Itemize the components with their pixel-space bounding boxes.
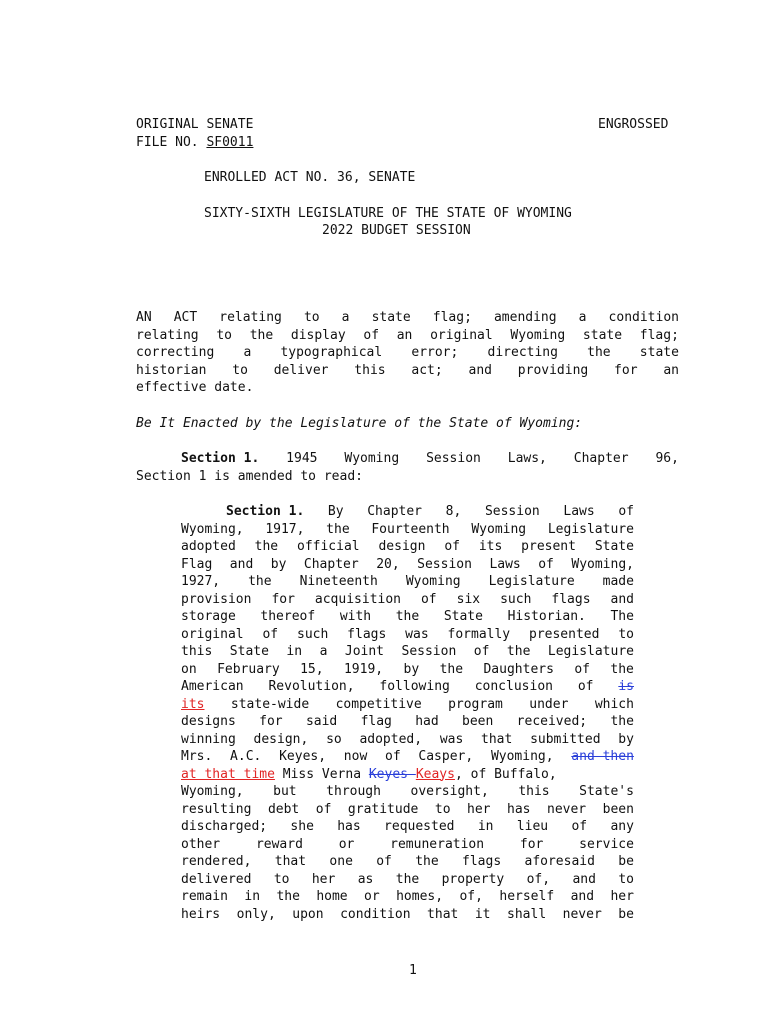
word: any	[610, 819, 634, 834]
amended-section	[181, 503, 634, 923]
word: conclusion	[474, 679, 553, 694]
word: never	[562, 906, 602, 922]
word: Wyoming,	[490, 749, 554, 764]
word: and	[570, 889, 595, 904]
word: remuneration	[390, 836, 485, 852]
word: adopted	[181, 539, 236, 554]
word: A.C.	[230, 749, 262, 764]
word: flags	[462, 854, 502, 869]
word: her	[610, 889, 634, 904]
word: the	[610, 661, 634, 677]
word: flag;	[432, 310, 472, 325]
amended-line	[181, 696, 634, 714]
word: for	[271, 591, 295, 607]
word: storage	[181, 609, 236, 624]
title-line	[136, 309, 679, 327]
amended-line	[181, 538, 634, 556]
word: the	[395, 871, 420, 887]
amended-line	[181, 766, 634, 784]
word: for	[614, 362, 638, 378]
word: Mrs.	[181, 749, 213, 764]
word: amending	[493, 310, 557, 325]
word: through	[326, 784, 381, 799]
word: of	[571, 819, 588, 834]
section-1-heading: Section 1.	[181, 451, 260, 466]
inserted-text-its: its	[181, 696, 205, 712]
word: Wyoming,	[181, 521, 244, 537]
word: that	[427, 906, 459, 922]
word: program	[448, 696, 503, 712]
word: Laws,	[507, 451, 547, 466]
word: herself	[499, 889, 555, 904]
word: State	[443, 609, 483, 624]
word: or	[364, 889, 380, 904]
word: the	[415, 854, 439, 869]
word: said	[305, 714, 338, 729]
deleted-text-is: is	[618, 679, 634, 694]
title-line	[136, 327, 679, 345]
word: to	[273, 871, 290, 887]
word: upon	[292, 906, 324, 922]
session-heading: 2022 BUDGET SESSION	[322, 223, 471, 238]
word: State	[594, 539, 634, 554]
word: competitive	[335, 696, 422, 712]
word: such	[500, 591, 532, 607]
word: 1945	[286, 451, 318, 466]
amended-line	[181, 853, 634, 871]
word: of	[473, 644, 490, 659]
word: deliver	[273, 362, 329, 378]
file-no-line	[136, 134, 253, 152]
deleted-text-and-then: and then	[571, 749, 634, 764]
word: Casper,	[418, 749, 474, 764]
word: providing	[517, 362, 589, 378]
page-number: 1	[409, 963, 417, 978]
word: formally	[447, 626, 511, 642]
word: Joint	[344, 644, 385, 659]
amended-line	[181, 661, 634, 679]
word: of	[363, 327, 380, 343]
word: Wyoming	[405, 574, 461, 589]
word: that	[481, 731, 513, 747]
word: remain	[181, 889, 228, 904]
amended-line	[181, 731, 634, 749]
word: the	[506, 644, 531, 659]
word: State's	[579, 784, 634, 799]
word: oversight,	[410, 784, 489, 799]
word: been	[462, 714, 494, 729]
word: the	[326, 521, 350, 537]
word: by	[270, 556, 287, 572]
word: to	[434, 801, 451, 817]
word: homes,	[396, 889, 444, 904]
word: was	[405, 626, 429, 642]
word: 15,	[300, 661, 324, 677]
legislature-heading: SIXTY-SIXTH LEGISLATURE OF THE STATE OF WYOMING	[204, 206, 572, 221]
word: but	[273, 784, 297, 799]
word: flags	[551, 591, 591, 607]
amended-line	[181, 801, 634, 819]
word: requested	[384, 819, 455, 834]
word: of	[385, 749, 401, 764]
amended-line	[181, 678, 634, 696]
amended-line	[181, 521, 634, 539]
word: State	[229, 644, 269, 659]
word: American	[181, 679, 244, 694]
amended-line	[181, 503, 634, 521]
title-line	[136, 344, 679, 362]
word: and	[572, 871, 596, 887]
title-line-last: effective date.	[136, 380, 254, 395]
amended-line	[181, 608, 634, 626]
word: ACT	[173, 310, 198, 325]
word: home	[316, 889, 348, 904]
word: by	[403, 661, 420, 677]
word: for	[259, 714, 283, 729]
word: provision	[181, 591, 252, 607]
word: Legislature	[547, 644, 634, 659]
word: to	[618, 871, 634, 887]
word: Legislature	[488, 574, 575, 589]
word: Wyoming	[510, 327, 566, 343]
word: she	[290, 819, 314, 834]
word: condition	[608, 310, 679, 325]
amended-line	[181, 836, 634, 854]
word: an	[396, 327, 413, 343]
word: as	[357, 871, 374, 887]
word: an	[663, 362, 679, 378]
word: and	[468, 362, 492, 378]
word: Legislature	[547, 521, 634, 537]
word: rendered,	[181, 854, 252, 869]
word: that	[274, 854, 307, 869]
word: this	[518, 784, 550, 799]
word: by	[618, 731, 634, 747]
amended-line	[181, 871, 634, 889]
word: error;	[411, 345, 459, 360]
word: Wyoming,	[181, 784, 244, 799]
word: in	[286, 644, 303, 659]
word: Keyes,	[279, 749, 327, 764]
word: flags	[347, 626, 387, 642]
word: six	[456, 591, 481, 607]
word: a	[319, 644, 328, 659]
word: state	[639, 345, 679, 360]
word: the	[276, 889, 300, 904]
amended-line	[181, 626, 634, 644]
word: and	[610, 591, 634, 607]
word: Nineteenth	[299, 574, 378, 589]
word: the	[249, 327, 274, 343]
word: state	[371, 310, 411, 325]
amended-line	[181, 783, 634, 801]
word: other	[181, 836, 221, 852]
amended-line	[181, 748, 634, 766]
amended-line	[181, 556, 634, 574]
word: February	[217, 661, 280, 677]
word: of	[420, 591, 437, 607]
word: property	[441, 871, 505, 887]
word: 20,	[376, 556, 400, 572]
word: Chapter	[367, 504, 423, 519]
word: 8,	[445, 504, 462, 519]
word: of,	[526, 871, 551, 887]
word: typographical	[280, 345, 383, 360]
word: Wyoming	[344, 451, 400, 466]
word: such	[297, 626, 329, 642]
word: a	[578, 310, 587, 325]
word: 1927,	[181, 574, 221, 589]
word: display	[290, 327, 346, 343]
word: correcting	[136, 345, 215, 360]
word: original	[181, 626, 244, 642]
word: of	[262, 626, 279, 642]
word: been	[602, 801, 634, 817]
word: winning	[181, 731, 236, 747]
word: with	[339, 609, 372, 624]
word: lieu	[516, 819, 549, 834]
word: the	[395, 609, 420, 624]
word: to	[303, 310, 320, 325]
word: was	[439, 731, 464, 747]
word: Daughters	[483, 661, 554, 677]
word: state-wide	[230, 696, 310, 712]
word: one	[329, 854, 353, 869]
word: of	[444, 539, 460, 554]
word: flag;	[639, 327, 679, 343]
word: be	[618, 906, 634, 922]
word: resulting	[181, 801, 252, 817]
file-no-prefix: FILE NO.	[136, 135, 207, 150]
word: and	[229, 556, 254, 572]
word: the	[610, 714, 634, 729]
word: so	[326, 731, 342, 747]
word: Chapter	[303, 556, 359, 572]
word: heirs	[181, 906, 221, 922]
amended-section-heading: Section 1.	[226, 504, 305, 519]
word: discharged;	[181, 819, 268, 834]
act-title	[136, 309, 679, 397]
word: a	[341, 310, 350, 325]
word: has	[507, 801, 531, 817]
amended-line	[181, 573, 634, 591]
word: had	[415, 714, 439, 729]
word: Session	[401, 644, 457, 659]
word: this	[354, 362, 386, 378]
word: design	[378, 539, 426, 554]
word: presented	[529, 626, 600, 642]
inserted-text-keays: Keays	[415, 766, 455, 782]
word: act;	[411, 362, 443, 378]
word: thereof	[260, 609, 316, 624]
word: reward	[255, 836, 303, 852]
word: for	[519, 836, 544, 852]
word: Historian.	[507, 609, 586, 624]
word: Revolution,	[268, 679, 355, 694]
word: in	[477, 819, 494, 834]
section-1-line	[136, 450, 679, 468]
title-line	[136, 362, 679, 380]
section-1-line-2: Section 1 is amended to read:	[136, 468, 363, 484]
word: the	[254, 539, 279, 554]
word: Session	[484, 504, 540, 519]
word: relating	[136, 327, 199, 343]
word: service	[579, 836, 634, 852]
word: has	[337, 819, 361, 834]
word: to	[232, 362, 248, 378]
word: a	[243, 345, 252, 360]
amended-line	[181, 643, 634, 661]
word: or	[338, 836, 355, 852]
word: following	[379, 679, 450, 694]
miss-verna-text: Miss Verna	[282, 766, 362, 782]
word: original	[430, 327, 493, 343]
word: The	[610, 609, 634, 624]
word: never	[547, 801, 587, 817]
word: delivered	[181, 871, 252, 887]
word: of	[577, 679, 594, 694]
word: which	[594, 696, 634, 712]
section-1	[136, 450, 679, 485]
word: 96,	[655, 451, 679, 466]
word: to	[216, 327, 232, 343]
word: of,	[459, 889, 483, 904]
word: of	[574, 661, 590, 677]
word: Session	[417, 556, 472, 572]
word: in	[244, 889, 261, 904]
word: of	[538, 556, 554, 572]
amended-line	[181, 713, 634, 731]
word: flag	[360, 714, 392, 729]
word: acquisition	[314, 591, 401, 607]
word: Laws	[489, 556, 521, 572]
word: directing	[487, 345, 558, 360]
word: 1917,	[265, 521, 305, 537]
word: to	[618, 626, 634, 642]
word: of	[376, 854, 392, 869]
word: debt	[267, 801, 300, 817]
amended-line	[181, 888, 634, 906]
word: present	[521, 539, 576, 554]
word: designs	[181, 714, 236, 729]
word: Chapter	[573, 451, 629, 466]
word: Wyoming,	[571, 556, 634, 572]
word: Session	[426, 451, 481, 466]
word: the	[439, 661, 464, 677]
word: received;	[516, 714, 588, 729]
amended-line	[181, 818, 634, 836]
of-buffalo-text: , of Buffalo,	[454, 766, 557, 782]
word: her	[311, 871, 336, 887]
file-no: SF0011	[206, 135, 254, 150]
word: its	[478, 539, 503, 554]
enrolled-act-number: ENROLLED ACT NO. 36, SENATE	[204, 170, 416, 185]
word: only,	[236, 906, 276, 922]
word: of	[618, 504, 634, 519]
word: Wyoming	[471, 521, 527, 537]
word: relating	[219, 310, 282, 325]
word: 1919,	[343, 661, 384, 677]
word: be	[618, 854, 634, 869]
word: Flag	[181, 556, 213, 572]
word: of	[315, 801, 332, 817]
word: aforesaid	[524, 854, 595, 869]
word: Fourteenth	[371, 521, 450, 537]
word: it	[474, 906, 491, 922]
word: design,	[253, 731, 309, 747]
word: shall	[507, 906, 547, 922]
word: the	[248, 574, 272, 589]
engrossed-label: ENGROSSED	[598, 117, 669, 132]
inserted-text-at-that-time: at that time	[181, 766, 275, 782]
enacting-clause: Be It Enacted by the Legislature of the State of Wyoming:	[136, 416, 583, 431]
word: submitted	[530, 731, 601, 747]
word: state	[582, 327, 623, 343]
word: Laws	[563, 504, 595, 519]
word: By	[327, 504, 344, 519]
word: official	[297, 539, 360, 554]
word: on	[181, 661, 197, 677]
original-senate-label: ORIGINAL SENATE	[136, 117, 254, 132]
deleted-text-keyes: Keyes	[368, 766, 416, 782]
word: condition	[340, 906, 411, 922]
word: this	[181, 644, 213, 659]
word: AN	[136, 310, 152, 325]
word: her	[467, 801, 491, 817]
word: made	[602, 574, 634, 589]
amended-line	[181, 591, 634, 609]
word: the	[587, 345, 611, 360]
word: gratitude	[347, 801, 419, 817]
word: adopted,	[359, 731, 423, 747]
word: under	[529, 696, 569, 712]
word: now	[343, 749, 368, 764]
amended-line	[181, 906, 634, 924]
word: historian	[136, 362, 207, 378]
